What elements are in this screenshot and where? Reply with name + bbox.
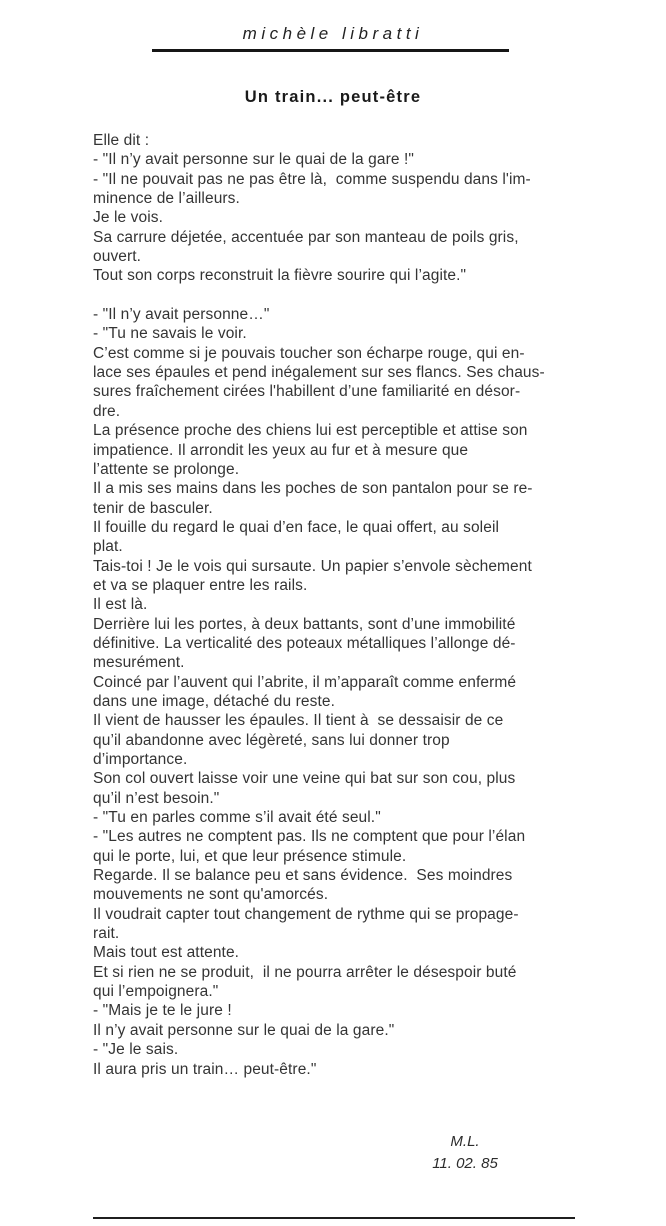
text-line: et va se plaquer entre les rails.	[93, 576, 308, 594]
text-line: d’importance.	[93, 751, 188, 768]
text-line: Coincé par l’auvent qui l’abrite, il m’apparaît comme enfermé	[93, 673, 517, 691]
text-line: dans une image, détaché du reste.	[93, 692, 335, 710]
text-line	[93, 286, 545, 305]
text-line: Il aura pris un train… peut-être."	[93, 1060, 317, 1078]
text-line: l’attente se prolonge.	[93, 460, 240, 478]
text-line: Tais-toi ! Je le vois qui sursaute. Un papier s’envole sèchement	[93, 557, 532, 575]
text-line: lace ses épaules et pend inégalement sur ses flancs. Ses chaus-	[93, 364, 545, 382]
text-line: Sa carrure déjetée, accentuée par son manteau de poils gris,	[93, 228, 519, 246]
text-line: Mais tout est attente.	[93, 944, 240, 962]
text-line: définitive. La verticalité des poteaux métalliques l’allonge dé-	[93, 634, 516, 652]
text-line: Derrière lui les portes, à deux battants, sont d’une immobilité	[93, 615, 516, 633]
text-line: - "Il n’y avait personne…"	[93, 306, 270, 324]
text-line: Il n’y avait personne sur le quai de la gare."	[93, 1021, 395, 1039]
text-line: - "Tu en parles comme s’il avait été seul."	[93, 809, 381, 827]
text-line: Elle dit :	[93, 132, 150, 149]
text-line: Je le vois.	[93, 209, 164, 227]
text-line: mouvements ne sont qu'amorcés.	[93, 886, 329, 904]
header-rule	[152, 49, 509, 52]
text-line: qu’il n’est besoin."	[93, 789, 220, 807]
text-line: mesurément.	[93, 654, 185, 672]
text-line: - "Les autres ne comptent pas. Ils ne comptent que pour l’élan	[93, 828, 526, 846]
text-line: - "Je le sais.	[93, 1041, 179, 1059]
signature-initials: M.L.	[450, 1133, 480, 1150]
text-line: qui le porte, lui, et que leur présence stimule.	[93, 847, 407, 865]
text-line: impatience. Il arrondit les yeux au fur et à mesure que	[93, 441, 469, 459]
text-line: - "Il ne pouvait pas ne pas être là, comme suspendu dans l'im-	[93, 170, 531, 188]
text-line: dre.	[93, 402, 121, 420]
text-line: tenir de basculer.	[93, 499, 213, 517]
signature-block	[385, 1129, 545, 1174]
text-line: Tout son corps reconstruit la fièvre sourire qui l’agite."	[93, 267, 467, 285]
text-line: Il est là.	[93, 596, 148, 614]
text-line: Il vient de hausser les épaules. Il tient à se dessaisir de ce	[93, 712, 504, 730]
story-text	[93, 131, 545, 1079]
footer-rule	[93, 1217, 575, 1219]
text-line: Son col ouvert laisse voir une veine qui bat sur son cou, plus	[93, 770, 516, 788]
text-line: Il voudrait capter tout changement de rythme qui se propage-	[93, 905, 519, 923]
text-line: - "Mais je te le jure !	[93, 1002, 232, 1020]
text-line: Et si rien ne se produit, il ne pourra arrêter le désespoir buté	[93, 963, 517, 981]
text-line: Il a mis ses mains dans les poches de son pantalon pour se re-	[93, 480, 533, 498]
text-line: - "Tu ne savais le voir.	[93, 325, 247, 343]
text-line: Regarde. Il se balance peu et sans évidence. Ses moindres	[93, 867, 513, 885]
text-line: plat.	[93, 538, 123, 556]
text-line: C’est comme si je pouvais toucher son écharpe rouge, qui en-	[93, 344, 525, 362]
text-line: sures fraîchement cirées l'habillent d’une familiarité en désor-	[93, 383, 521, 401]
signature-date: 11. 02. 85	[432, 1155, 498, 1172]
text-line: rait.	[93, 925, 120, 943]
text-line: qu’il abandonne avec légèreté, sans lui donner trop	[93, 731, 450, 749]
text-line: La présence proche des chiens lui est perceptible et attise son	[93, 422, 528, 440]
text-line: minence de l’ailleurs.	[93, 190, 240, 208]
author-name: michèle libratti	[242, 24, 424, 43]
text-line: Il fouille du regard le quai d’en face, le quai offert, au soleil	[93, 518, 500, 536]
page-title: Un train... peut-être	[244, 88, 422, 106]
text-line: - "Il n’y avait personne sur le quai de la gare !"	[93, 151, 415, 169]
text-line: qui l’empoignera."	[93, 983, 219, 1001]
text-line: ouvert.	[93, 248, 142, 266]
